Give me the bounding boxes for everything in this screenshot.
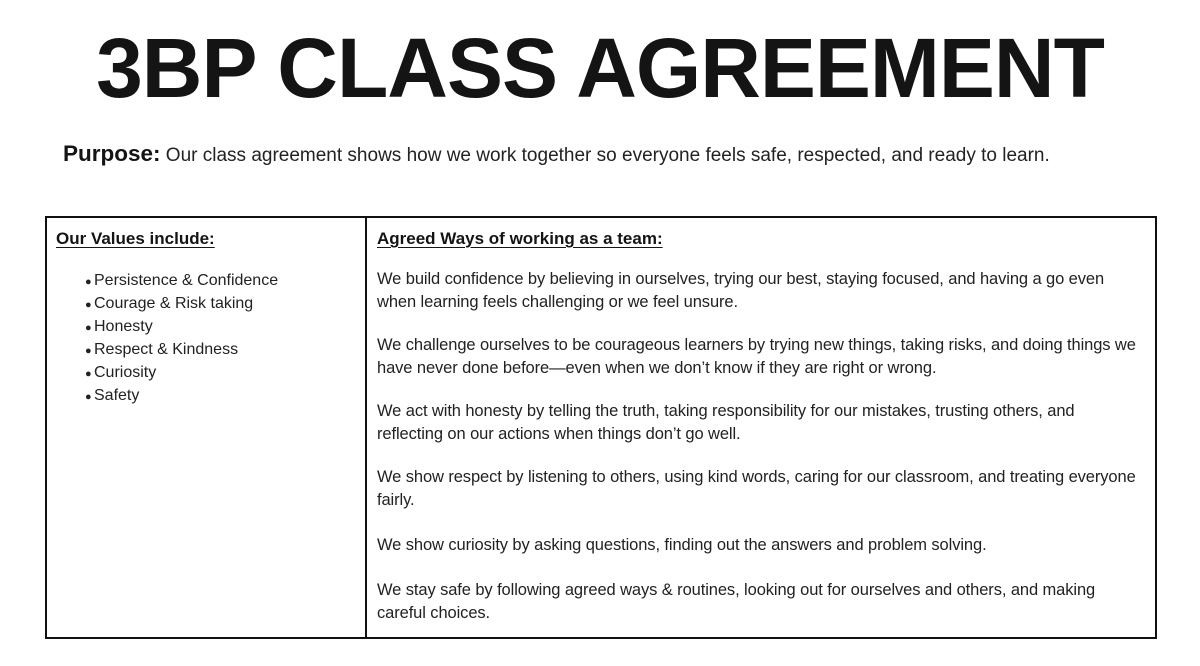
value-label: Persistence & Confidence (94, 272, 279, 289)
agreement-paragraph: We act with honesty by telling the truth, taking responsibility for our mistakes, trusting others, and reflecting on our actions when things don’t go well. (377, 402, 1075, 443)
bullet-icon: ● (85, 391, 92, 403)
values-column (47, 218, 367, 637)
purpose-line (63, 141, 1160, 169)
page-title: 3BP CLASS AGREEMENT (96, 21, 1104, 115)
agreement-table (45, 216, 1157, 639)
value-label: Respect & Kindness (94, 341, 239, 358)
value-list-item (56, 362, 357, 385)
value-list-item (56, 385, 357, 408)
bullet-icon: ● (85, 345, 92, 357)
value-list-item (56, 270, 357, 293)
value-label: Honesty (94, 318, 153, 335)
agreement-paragraph: We stay safe by following agreed ways & routines, looking out for ourselves and others, and making careful choices. (377, 581, 1096, 622)
agreement-paragraph: We show respect by listening to others, using kind words, caring for our classroom, and treating everyone fairly. (377, 468, 1136, 509)
bullet-icon: ● (85, 368, 92, 380)
agreement-paragraph: We show curiosity by asking questions, finding out the answers and problem solving. (377, 536, 987, 554)
purpose-label: Purpose: (63, 140, 161, 166)
bullet-icon: ● (85, 276, 92, 288)
value-label: Courage & Risk taking (94, 295, 254, 312)
agreements-column (367, 218, 1155, 637)
value-list-item (56, 293, 357, 316)
value-list-item (56, 316, 357, 339)
purpose-text: Our class agreement shows how we work together so everyone feels safe, respected, and ready to learn. (165, 144, 1050, 166)
agreement-paragraphs (377, 268, 1143, 625)
class-agreement-document (0, 18, 1200, 666)
value-label: Curiosity (94, 364, 157, 381)
value-list-item (56, 339, 357, 362)
values-list (56, 270, 357, 408)
values-heading: Our Values include: (56, 229, 215, 248)
bullet-icon: ● (85, 299, 92, 311)
agreements-heading: Agreed Ways of working as a team: (377, 229, 663, 248)
agreement-paragraph: We build confidence by believing in ourselves, trying our best, staying focused, and having a go even when learning feels challenging or we feel unsure. (377, 270, 1105, 311)
value-label: Safety (94, 387, 140, 404)
bullet-icon: ● (85, 322, 92, 334)
agreement-paragraph: We challenge ourselves to be courageous learners by trying new things, taking risks, and doing things we have never done before—even when we don’t know if they are right or wrong. (377, 336, 1136, 377)
